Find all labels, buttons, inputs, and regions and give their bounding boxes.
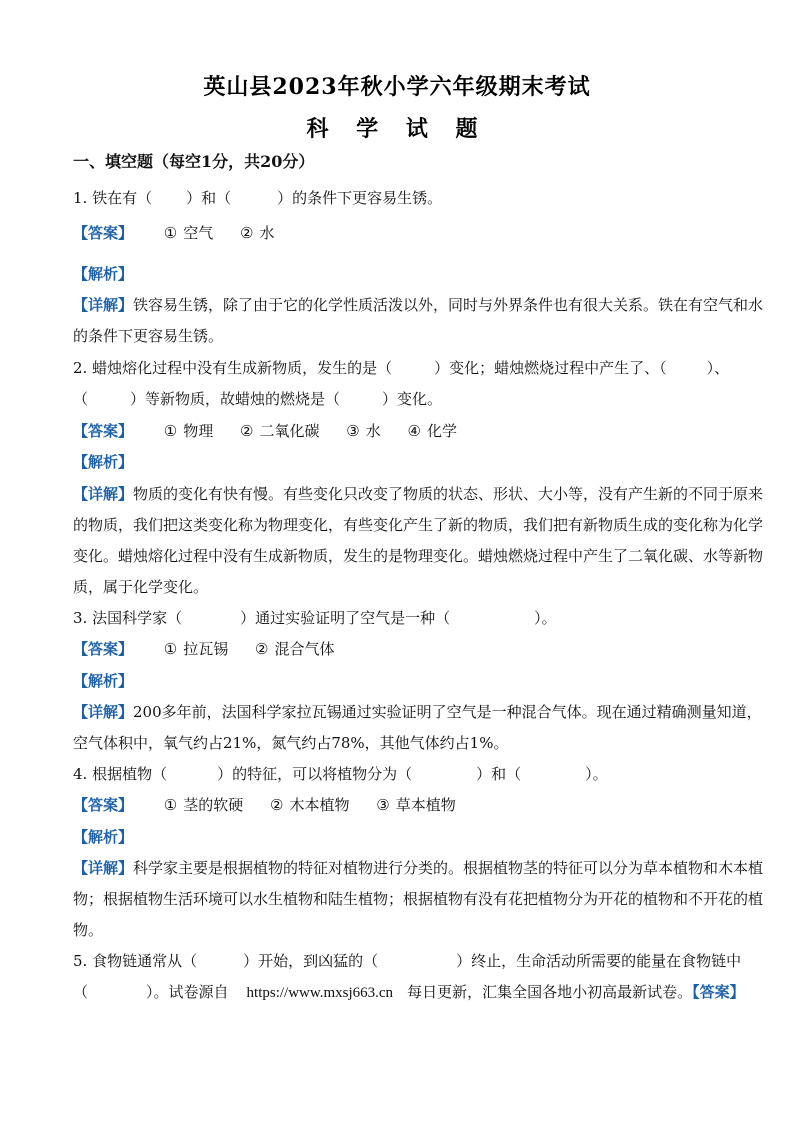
analysis-label: 【解析】 [73, 672, 134, 690]
detail-2: 【详解】物质的变化有快有慢。有些变化只改变了物质的状态、形状、大小等，没有产生新的不同于原来 [73, 485, 764, 503]
answer-row-4 [73, 795, 723, 815]
detail-3-cont: 空气体积中，氧气约占21%，氮气约占78%，其他气体约占1%。 [73, 734, 509, 752]
exam-subtitle: 科 学 试 题 [306, 116, 488, 142]
detail-4-cont: 物；根据植物生活环境可以水生植物和陆生植物；根据植物有没有花把植物分为开花的植物和不开花的植 [73, 890, 764, 908]
answer-item: ② 混合气体 [255, 640, 335, 658]
answer-item: ③ 草本植物 [376, 796, 456, 814]
answer-label: 【答案】 [73, 224, 134, 242]
answer-item: ① 茎的软硬 [163, 796, 244, 814]
exam-title: 英山县2023年秋小学六年级期末考试 [203, 74, 591, 100]
answer-row-2 [73, 421, 723, 441]
detail-2-cont: 变化。蜡烛熔化过程中没有生成新物质，发生的是物理变化。蜡烛燃烧过程中产生了二氧化碳、水等新物 [73, 547, 764, 565]
detail-3: 【详解】200多年前，法国科学家拉瓦锡通过实验证明了空气是一种混合气体。现在通过精确测量知道， [73, 703, 762, 721]
question-5: 5. 食物链通常从（ ）开始，到凶猛的（ ）终止，生命活动所需要的能量在食物链中 [73, 952, 742, 970]
detail-2-cont: 质，属于化学变化。 [73, 578, 209, 596]
source-link[interactable]: https://www.mxsj663.cn [246, 985, 394, 1001]
answer-item: ① 物理 [163, 422, 214, 440]
question-2: 2. 蜡烛熔化过程中没有生成新物质，发生的是（ ）变化；蜡烛燃烧过程中产生了、（ ）、 [73, 359, 730, 377]
detail-2-cont: 的物质，我们把这类变化称为物理变化，有些变化产生了新的物质，我们把有新物质生成的变化称为化学 [73, 516, 764, 534]
analysis-label: 【解析】 [73, 265, 134, 283]
question-1: 1. 铁在有（ ）和（ ）的条件下更容易生锈。 [73, 189, 443, 207]
detail-4-cont: 物。 [73, 921, 104, 939]
answer-item: ① 空气 [163, 224, 214, 242]
detail-4: 【详解】科学家主要是根据植物的特征对植物进行分类的。根据植物茎的特征可以分为草本植物和木本植 [73, 859, 764, 877]
answer-label: 【答案】 [692, 983, 745, 1001]
answer-label: 【答案】 [73, 422, 134, 440]
answer-row-3 [73, 639, 723, 659]
detail-1: 【详解】铁容易生锈，除了由于它的化学性质活泼以外，同时与外界条件也有很大关系。铁在有空气和水 [73, 296, 764, 314]
question-5-cont: （ ）。试卷源自 https://www.mxsj663.cn 每日更新，汇集全国各地小初高最新试卷。【答案】 [73, 983, 745, 1001]
question-3: 3. 法国科学家（ ）通过实验证明了空气是一种（ ）。 [73, 609, 557, 627]
detail-1-cont: 的条件下更容易生锈。 [73, 327, 224, 345]
question-2-cont: （ ）等新物质，故蜡烛的燃烧是（ ）变化。 [73, 390, 443, 408]
answer-row-1 [73, 223, 723, 243]
answer-label: 【答案】 [73, 796, 134, 814]
answer-item: ③ 水 [346, 422, 381, 440]
answer-item: ② 二氧化碳 [240, 422, 320, 440]
analysis-label: 【解析】 [73, 828, 134, 846]
answer-item: ② 木本植物 [270, 796, 350, 814]
answer-label: 【答案】 [73, 640, 134, 658]
analysis-label: 【解析】 [73, 453, 134, 471]
answer-item: ② 水 [240, 224, 275, 242]
section-heading: 一、填空题（每空1分，共20分） [73, 152, 315, 171]
answer-item: ④ 化学 [407, 422, 458, 440]
question-4: 4. 根据植物（ ）的特征，可以将植物分为（ ）和（ ）。 [73, 765, 608, 783]
answer-item: ① 拉瓦锡 [163, 640, 229, 658]
